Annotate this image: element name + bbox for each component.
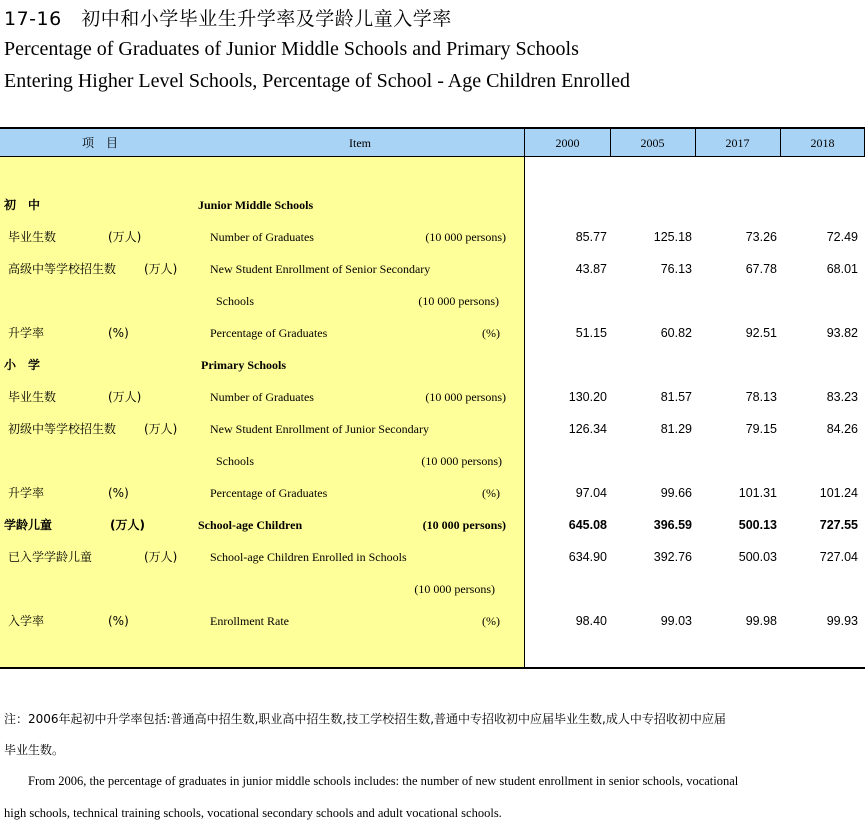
row-value: 500.03 bbox=[738, 550, 777, 564]
row-unit-cn: (万人) bbox=[110, 518, 145, 532]
row-unit-cn: (%) bbox=[108, 326, 129, 340]
row-unit-en: (10 000 persons) bbox=[425, 230, 506, 244]
row-value: 76.13 bbox=[660, 262, 692, 276]
data-table bbox=[0, 127, 865, 669]
table-title-en-line1: Percentage of Graduates of Junior Middle Schools and Primary Schools bbox=[4, 38, 579, 60]
row-value: 67.78 bbox=[745, 262, 777, 276]
row-value: 83.23 bbox=[826, 390, 858, 404]
row-unit-en: (10 000 persons) bbox=[421, 454, 502, 468]
row-value: 81.29 bbox=[660, 422, 692, 436]
row-value: 99.03 bbox=[660, 614, 692, 628]
row-label-en: Schools bbox=[216, 454, 255, 468]
row-unit-cn: (%) bbox=[108, 486, 129, 500]
table-row bbox=[0, 445, 865, 477]
row-label-cn: 升学率 bbox=[8, 486, 45, 500]
table-row bbox=[0, 221, 865, 253]
row-label-cn: 小 学 bbox=[4, 358, 41, 372]
row-value: 78.13 bbox=[745, 390, 777, 404]
row-value: 130.20 bbox=[568, 390, 607, 404]
row-unit-cn: (万人) bbox=[144, 422, 178, 436]
header-divider bbox=[610, 127, 611, 157]
header-year-2018: 2018 bbox=[810, 136, 835, 150]
row-label-cn: 毕业生数 bbox=[8, 230, 57, 244]
row-value: 727.55 bbox=[819, 518, 858, 532]
header-year-2000: 2000 bbox=[555, 136, 580, 150]
row-label-en: Percentage of Graduates bbox=[210, 326, 328, 340]
row-value: 84.26 bbox=[826, 422, 858, 436]
row-value: 98.40 bbox=[575, 614, 607, 628]
row-unit-cn: (万人) bbox=[144, 262, 178, 276]
row-label-cn: 高级中等学校招生数 bbox=[8, 262, 117, 276]
row-value: 81.57 bbox=[660, 390, 692, 404]
row-label-cn: 入学率 bbox=[8, 614, 45, 628]
table-header bbox=[0, 127, 865, 157]
row-label-en: New Student Enrollment of Senior Secondary bbox=[210, 262, 431, 276]
table-row bbox=[0, 285, 865, 317]
row-value: 634.90 bbox=[568, 550, 607, 564]
row-value: 101.24 bbox=[819, 486, 858, 500]
table-row bbox=[0, 381, 865, 413]
row-value: 99.93 bbox=[826, 614, 858, 628]
table-row bbox=[0, 477, 865, 509]
row-label-en: Number of Graduates bbox=[210, 390, 314, 404]
table-title-en-line2: Entering Higher Level Schools, Percentage of School - Age Children Enrolled bbox=[4, 70, 630, 92]
row-value: 99.66 bbox=[660, 486, 692, 500]
row-label-en: New Student Enrollment of Junior Secondary bbox=[210, 422, 429, 436]
note-en-line1: From 2006, the percentage of graduates in junior middle schools includes: the number of new student enrollment in senior schools, vocational bbox=[28, 774, 739, 788]
row-label-en: Junior Middle Schools bbox=[198, 198, 314, 212]
row-value: 645.08 bbox=[568, 518, 607, 532]
table-row bbox=[0, 541, 865, 573]
table-row bbox=[0, 413, 865, 445]
row-value: 73.26 bbox=[745, 230, 777, 244]
note-cn-line2: 毕业生数。 bbox=[4, 743, 65, 757]
row-value: 392.76 bbox=[653, 550, 692, 564]
row-label-cn: 学龄儿童 bbox=[4, 518, 53, 532]
row-unit-en: (10 000 persons) bbox=[422, 518, 506, 532]
table-bottom-rule bbox=[0, 667, 865, 669]
row-value: 97.04 bbox=[575, 486, 607, 500]
table-row bbox=[0, 509, 865, 541]
row-label-cn: 初级中等学校招生数 bbox=[8, 422, 117, 436]
row-value: 60.82 bbox=[660, 326, 692, 340]
row-unit-en: (10 000 persons) bbox=[418, 294, 499, 308]
header-year-2005: 2005 bbox=[640, 136, 665, 150]
row-label-cn: 初 中 bbox=[4, 198, 41, 212]
row-label-cn: 已入学学龄儿童 bbox=[8, 550, 93, 564]
row-value: 92.51 bbox=[745, 326, 777, 340]
row-value: 43.87 bbox=[575, 262, 607, 276]
row-value: 85.77 bbox=[575, 230, 607, 244]
header-item-cn: 项 目 bbox=[81, 136, 118, 150]
table-title-cn: 17-16 初中和小学毕业生升学率及学龄儿童入学率 bbox=[4, 8, 452, 30]
header-year-2017: 2017 bbox=[725, 136, 750, 150]
row-unit-en: (%) bbox=[482, 614, 500, 628]
row-value: 101.31 bbox=[738, 486, 777, 500]
table-row bbox=[0, 317, 865, 349]
row-value: 51.15 bbox=[575, 326, 607, 340]
row-value: 68.01 bbox=[826, 262, 858, 276]
row-value: 727.04 bbox=[819, 550, 858, 564]
row-unit-cn: (%) bbox=[108, 614, 129, 628]
row-value: 500.13 bbox=[738, 518, 777, 532]
row-value: 93.82 bbox=[826, 326, 858, 340]
table-row bbox=[0, 605, 865, 637]
row-label-en: Percentage of Graduates bbox=[210, 486, 328, 500]
row-unit-en: (10 000 persons) bbox=[425, 390, 506, 404]
row-label-en: Schools bbox=[216, 294, 255, 308]
header-divider bbox=[695, 127, 696, 157]
row-value: 125.18 bbox=[653, 230, 692, 244]
row-unit-cn: (万人) bbox=[144, 550, 178, 564]
row-label-cn: 升学率 bbox=[8, 326, 45, 340]
row-label-cn: 毕业生数 bbox=[8, 390, 57, 404]
row-label-en: Primary Schools bbox=[201, 358, 286, 372]
row-unit-en: (%) bbox=[482, 486, 500, 500]
note-en-line2: high schools, technical training schools, vocational secondary schools and adult vocational schools. bbox=[4, 806, 502, 820]
note-cn-line1: 注：2006年起初中升学率包括:普通高中招生数,职业高中招生数,技工学校招生数,普通中专招收初中应届毕业生数,成人中专招收初中应届 bbox=[4, 712, 726, 726]
header-divider bbox=[780, 127, 781, 157]
row-unit-cn: (万人) bbox=[108, 390, 142, 404]
table-row bbox=[0, 253, 865, 285]
row-label-en: Enrollment Rate bbox=[210, 614, 289, 628]
row-value: 72.49 bbox=[826, 230, 858, 244]
row-value: 99.98 bbox=[745, 614, 777, 628]
row-value: 396.59 bbox=[653, 518, 692, 532]
row-unit-en: (%) bbox=[482, 326, 500, 340]
table-row bbox=[0, 189, 865, 221]
table-row bbox=[0, 573, 865, 605]
row-value: 79.15 bbox=[745, 422, 777, 436]
row-label-en: School-age Children Enrolled in Schools bbox=[210, 550, 407, 564]
row-label-en: Number of Graduates bbox=[210, 230, 314, 244]
table-row bbox=[0, 349, 865, 381]
header-item-en: Item bbox=[349, 136, 371, 150]
row-unit-en: (10 000 persons) bbox=[414, 582, 495, 596]
row-value: 126.34 bbox=[568, 422, 607, 436]
row-label-en: School-age Children bbox=[198, 518, 303, 532]
row-unit-cn: (万人) bbox=[108, 230, 142, 244]
